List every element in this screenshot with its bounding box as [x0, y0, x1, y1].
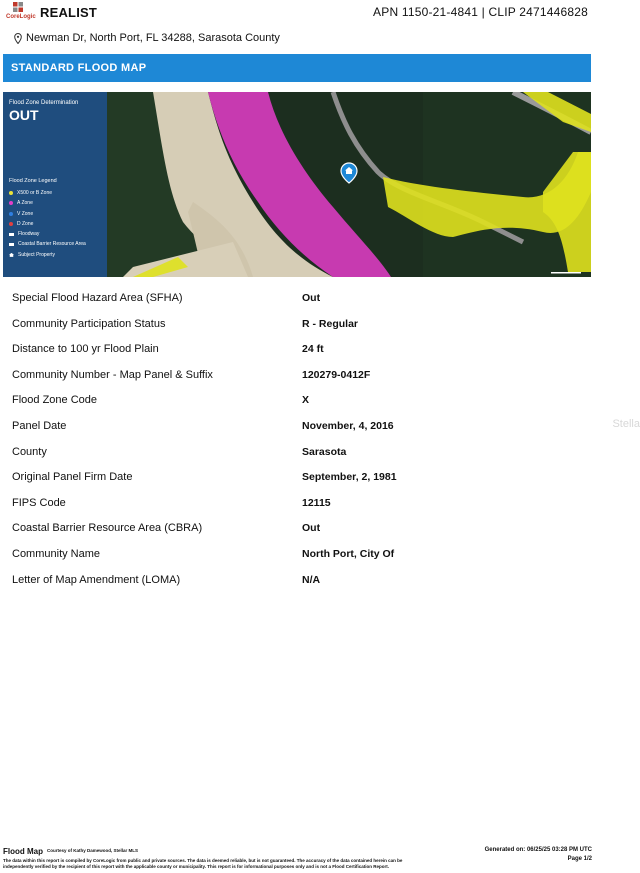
corelogic-logo [6, 2, 36, 24]
detail-row: Panel Date November, 4, 2016 [12, 419, 394, 432]
property-address [14, 32, 280, 44]
flood-map [3, 92, 591, 277]
footer-generated: Generated on: 06/25/25 03:28 PM UTC [484, 847, 592, 853]
subject-property-pin-icon [340, 162, 358, 184]
detail-row: County Sarasota [12, 445, 347, 458]
watermark: Stella [612, 418, 640, 430]
detail-row: Letter of Map Amendment (LOMA) N/A [12, 573, 321, 586]
magenta-dot-icon [9, 201, 13, 205]
legend-item-d-zone: D Zone [9, 219, 86, 229]
zone-determination-value: OUT [9, 107, 39, 123]
detail-row: Special Flood Hazard Area (SFHA) Out [12, 292, 321, 304]
detail-row: Coastal Barrier Resource Area (CBRA) Out [12, 522, 321, 535]
logo-text: CoreLogic [6, 14, 36, 20]
legend-item-cbra: Coastal Barrier Resource Area [9, 239, 86, 249]
detail-row: Community Name North Port, City Of [12, 547, 395, 560]
address-text: Newman Dr, North Port, FL 34288, Sarasota County [26, 32, 280, 44]
report-header [0, 0, 640, 28]
detail-row: Original Panel Firm Date September, 2, 1981 [12, 471, 397, 484]
footer-title: Flood Map [3, 847, 43, 856]
legend-items [9, 188, 86, 260]
cbra-swatch-icon [9, 243, 14, 246]
footer-disclaimer-line2: independently verified by the recipient of this report with the applicable county or municipality. This report is for informational purposes only and is not a Flood Certification Report. [3, 864, 389, 869]
legend-item-x500: X500 or B Zone [9, 188, 86, 198]
section-banner: STANDARD FLOOD MAP [3, 54, 591, 82]
red-dot-icon [9, 222, 13, 226]
detail-row: Distance to 100 yr Flood Plain 24 ft [12, 343, 324, 356]
floodway-swatch-icon [9, 233, 14, 236]
yellow-dot-icon [9, 191, 13, 195]
detail-row: Community Number - Map Panel & Suffix 120279-0412F [12, 368, 371, 381]
legend-item-subject-property: Subject Property [9, 250, 86, 260]
report-footer [0, 843, 640, 873]
footer-page-number: Page 1/2 [567, 856, 592, 862]
footer-courtesy: Courtesy of Kathy Damewood, Stellar MLS [47, 848, 139, 853]
logo-icon [13, 2, 23, 12]
flood-details-table [12, 286, 572, 593]
legend-panel [3, 92, 107, 277]
blue-dot-icon [9, 212, 13, 216]
footer-disclaimer-line1: The data within this report is compiled by CoreLogic from public and private sources. The data is deemed reliable, but is not guaranteed. The accuracy of the data contained herein can be [3, 858, 403, 863]
legend-item-v-zone: V Zone [9, 209, 86, 219]
apn-clip: APN 1150-21-4841 | CLIP 2471446828 [373, 5, 588, 19]
zone-determination-label: Flood Zone Determination [9, 100, 79, 106]
location-pin-icon [14, 33, 22, 44]
legend-item-floodway: Floodway [9, 229, 86, 239]
legend-title: Flood Zone Legend [9, 178, 57, 184]
detail-row: Flood Zone Code X [12, 394, 310, 407]
detail-row: FIPS Code 12115 [12, 496, 331, 509]
legend-item-a-zone: A Zone [9, 198, 86, 208]
detail-row: Community Participation Status R - Regular [12, 317, 359, 330]
house-icon [9, 253, 14, 257]
brand-name: REALIST [40, 5, 98, 20]
